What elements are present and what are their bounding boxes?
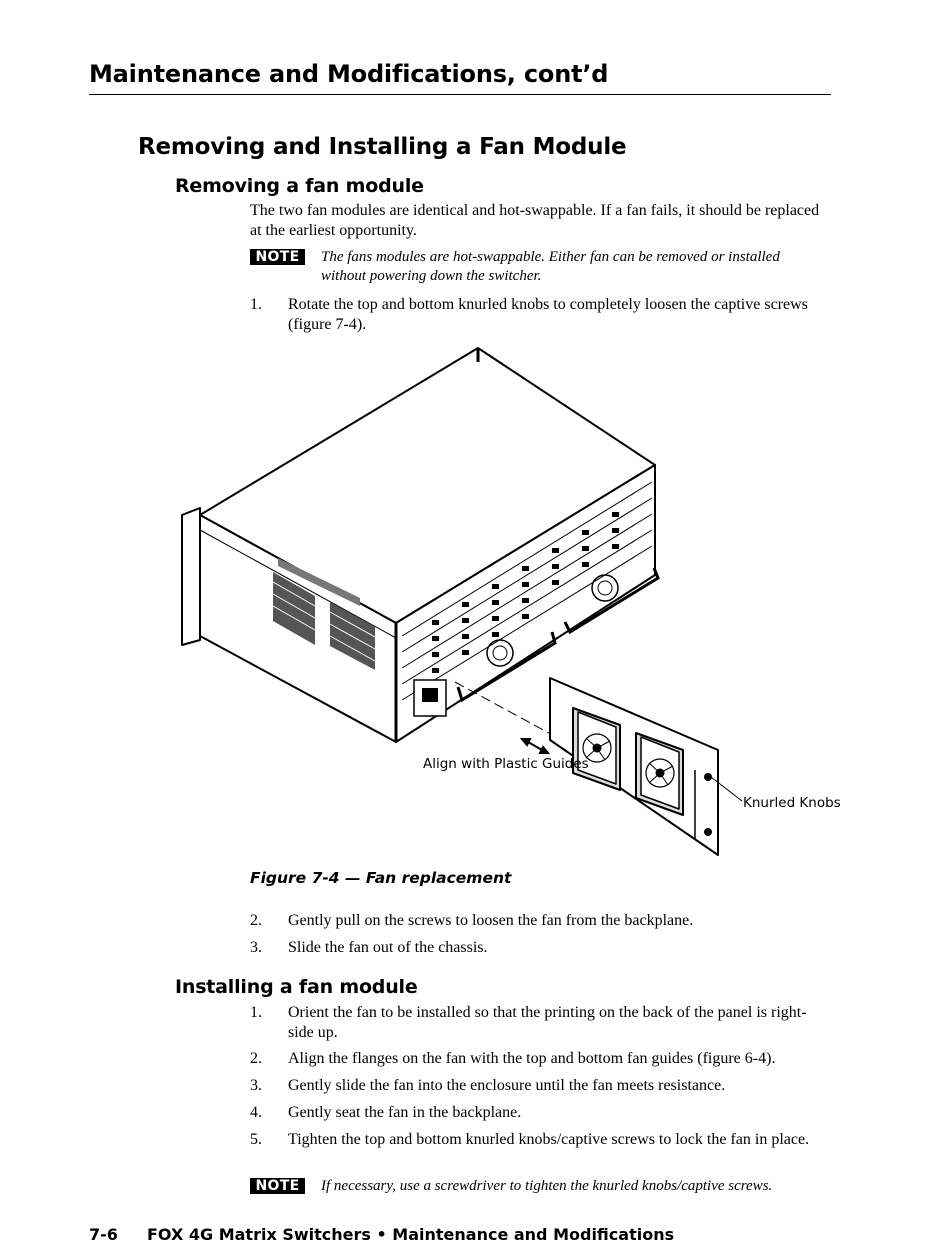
alignment-guide — [455, 682, 558, 738]
page-footer — [89, 1225, 674, 1244]
note-text: The fans modules are hot-swappable. Either fan can be removed or installed without powering down the switcher. — [321, 249, 780, 284]
step-text: Gently slide the fan into the enclosure until the fan meets resistance. — [288, 1077, 726, 1094]
step-text: Slide the fan out of the chassis. — [288, 939, 488, 956]
section-title: Removing and Installing a Fan Module — [138, 134, 627, 160]
step-number: 1. — [250, 296, 262, 313]
slide-arrow — [522, 739, 548, 753]
footer-text: FOX 4G Matrix Switchers • Maintenance and Modifications — [147, 1225, 675, 1244]
subsection-title-removing: Removing a fan module — [175, 175, 424, 197]
step-number: 3. — [250, 939, 262, 956]
rack-ear — [182, 508, 200, 645]
header-rule — [89, 94, 831, 95]
figure-fan-replacement — [170, 340, 850, 860]
subsection-title-installing: Installing a fan module — [175, 976, 418, 998]
fan-replacement-illustration — [170, 340, 850, 860]
note-badge: NOTE — [250, 249, 305, 265]
running-head: Maintenance and Modifications, cont’d — [89, 60, 609, 88]
label-align-guides: Align with Plastic Guides — [423, 756, 589, 772]
step-text: Tighten the top and bottom knurled knobs/captive screws to lock the fan in place. — [288, 1131, 810, 1148]
label-knurled-knobs: Knurled Knobs — [743, 795, 841, 811]
removing-intro: The two fan modules are identical and hot-swappable. If a fan fails, it should be replaced at the earliest opportunity. — [250, 202, 820, 239]
step-text: Gently seat the fan in the backplane. — [288, 1104, 522, 1121]
note-text: If necessary, use a screwdriver to tighten the knurled knobs/captive screws. — [321, 1178, 773, 1194]
step-number: 5. — [250, 1131, 262, 1148]
step-text: Gently pull on the screws to loosen the fan from the backplane. — [288, 912, 694, 929]
figure-caption: Figure 7-4 — Fan replacement — [250, 869, 512, 887]
step-number: 2. — [250, 912, 262, 929]
step-text: Orient the fan to be installed so that the printing on the back of the panel is right-side up. — [288, 1004, 807, 1041]
step-number: 1. — [250, 1004, 262, 1021]
step-number: 2. — [250, 1050, 262, 1067]
step-number: 4. — [250, 1104, 262, 1121]
step-text: Rotate the top and bottom knurled knobs to completely loosen the captive screws (figure 7-4). — [288, 296, 808, 333]
note-badge: NOTE — [250, 1178, 305, 1194]
step-text: Align the flanges on the fan with the top and bottom fan guides (figure 6-4). — [288, 1050, 776, 1067]
step-number: 3. — [250, 1077, 262, 1094]
page-number: 7-6 — [89, 1225, 118, 1244]
